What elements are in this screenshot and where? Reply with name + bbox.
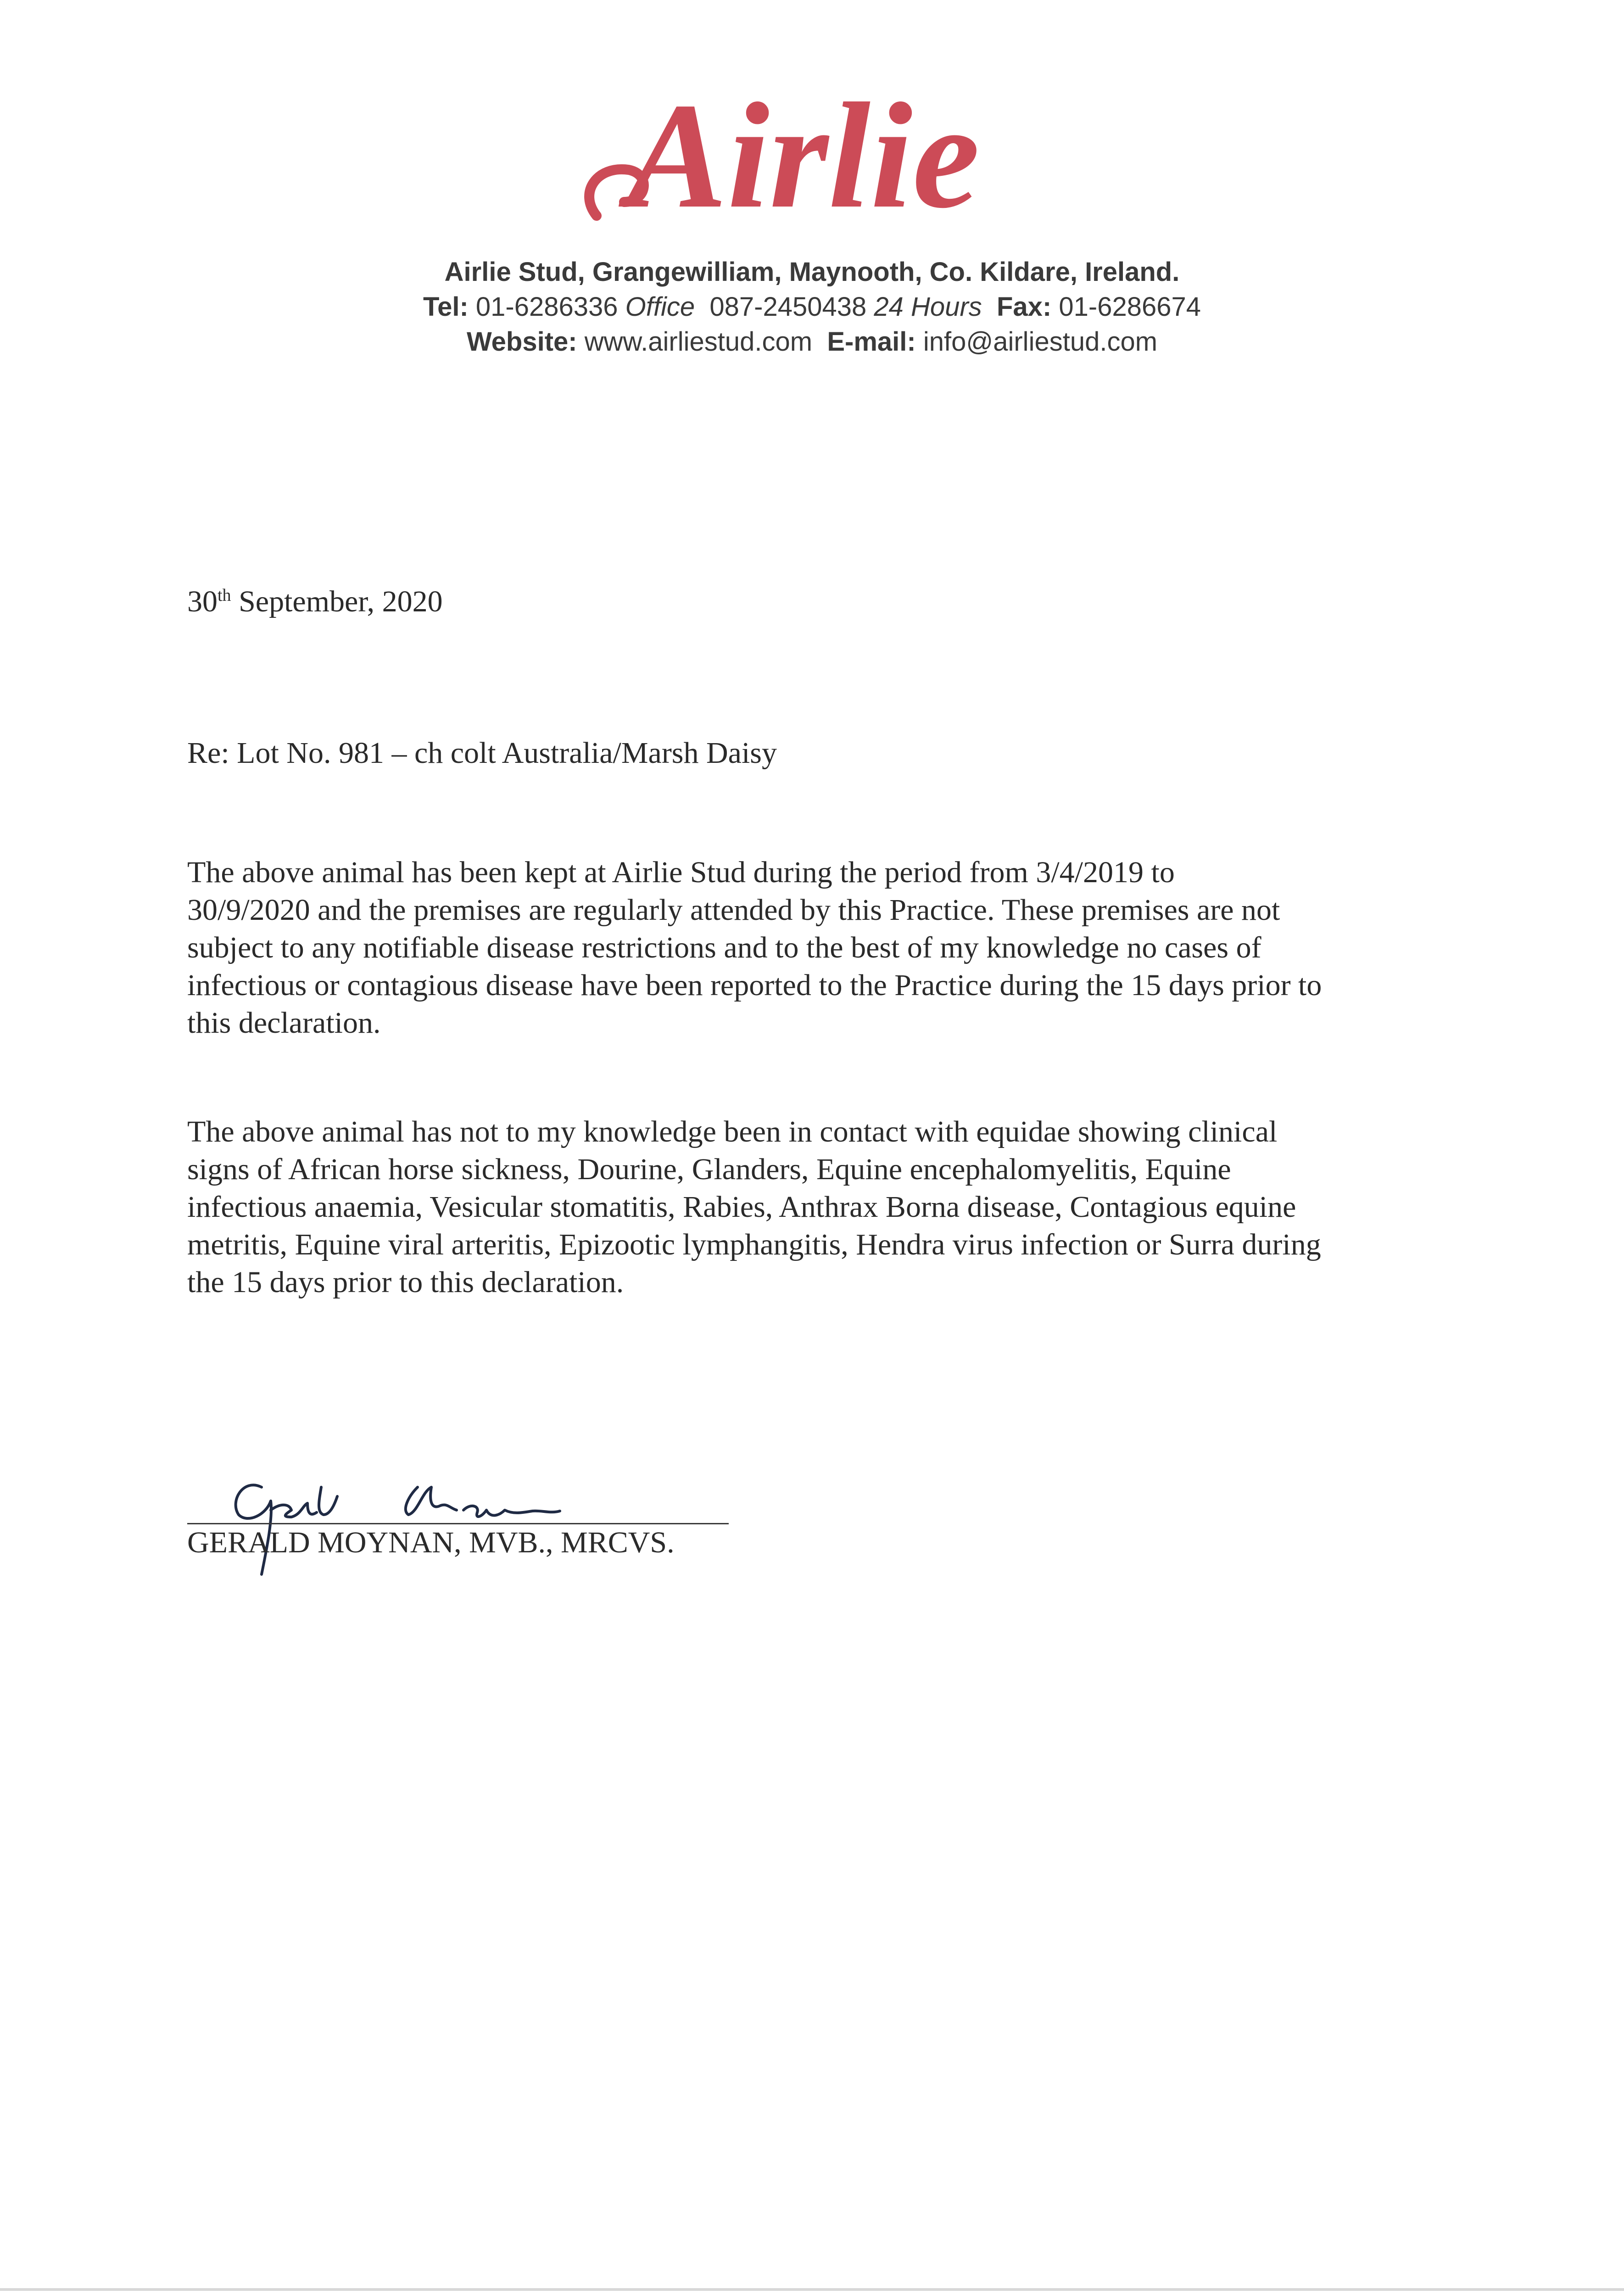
paragraph-2-line: the 15 days prior to this declaration. [187,1265,624,1299]
tel-office: 01-6286336 [475,292,618,322]
paragraph-1-line: infectious or contagious disease have been reported to the Practice during the 15 days prior to [187,968,1322,1002]
paragraph-2-line: infectious anaemia, Vesicular stomatitis, Rabies, Anthrax Borna disease, Contagious equine [187,1190,1296,1224]
tel-office-label: Office [625,292,695,322]
website-link[interactable]: www.airliestud.com [584,327,813,357]
fax-number: 01-6286674 [1059,292,1201,322]
svg-text:Airlie: Airlie [626,78,980,240]
paragraph-1-line: this declaration. [187,1006,381,1040]
tel-24-hours-label: 24 Hours [874,292,982,322]
signer-name: GERALD MOYNAN, MVB., MRCVS. [187,1526,675,1559]
paragraph-1-line: 30/9/2020 and the premises are regularly attended by this Practice. These premises are not [187,893,1280,927]
paragraph-2-line: metritis, Equine viral arteritis, Epizootic lymphangitis, Hendra virus infection or Surra during [187,1228,1321,1261]
tel-label: Tel: [423,292,469,322]
paragraph-1-line: subject to any notifiable disease restrictions and to the best of my knowledge no cases of [187,931,1261,964]
letterhead-phone-line [0,290,1624,325]
paragraph-2 [187,1113,1454,1301]
date-rest: September, 2020 [231,585,443,618]
letter-date [187,583,1454,621]
airlie-logo-graphic [569,78,1037,248]
date-suffix: th [218,586,231,605]
tel-24-hours: 087-2450438 [709,292,867,322]
airlie-logo [569,78,1037,248]
website-label: Website: [466,327,577,357]
scan-bottom-edge [0,2288,1624,2291]
letterhead-web-line [0,325,1624,359]
paragraph-2-line: signs of African horse sickness, Dourine, Glanders, Equine encephalomyelitis, Equine [187,1153,1231,1186]
paragraph-2-line: The above animal has not to my knowledge been in contact with equidae showing clinical [187,1115,1278,1148]
letterhead-address: Airlie Stud, Grangewilliam, Maynooth, Co. Kildare, Ireland. [444,257,1180,287]
paragraph-1-line: The above animal has been kept at Airlie Stud during the period from 3/4/2019 to [187,856,1175,889]
fax-label: Fax: [997,292,1052,322]
email-label: E-mail: [827,327,916,357]
date-day: 30 [187,585,218,618]
paragraph-1 [187,854,1454,1042]
email-link[interactable]: info@airliestud.com [923,327,1158,357]
letter-subject: Re: Lot No. 981 – ch colt Australia/Marsh Daisy [187,736,777,770]
